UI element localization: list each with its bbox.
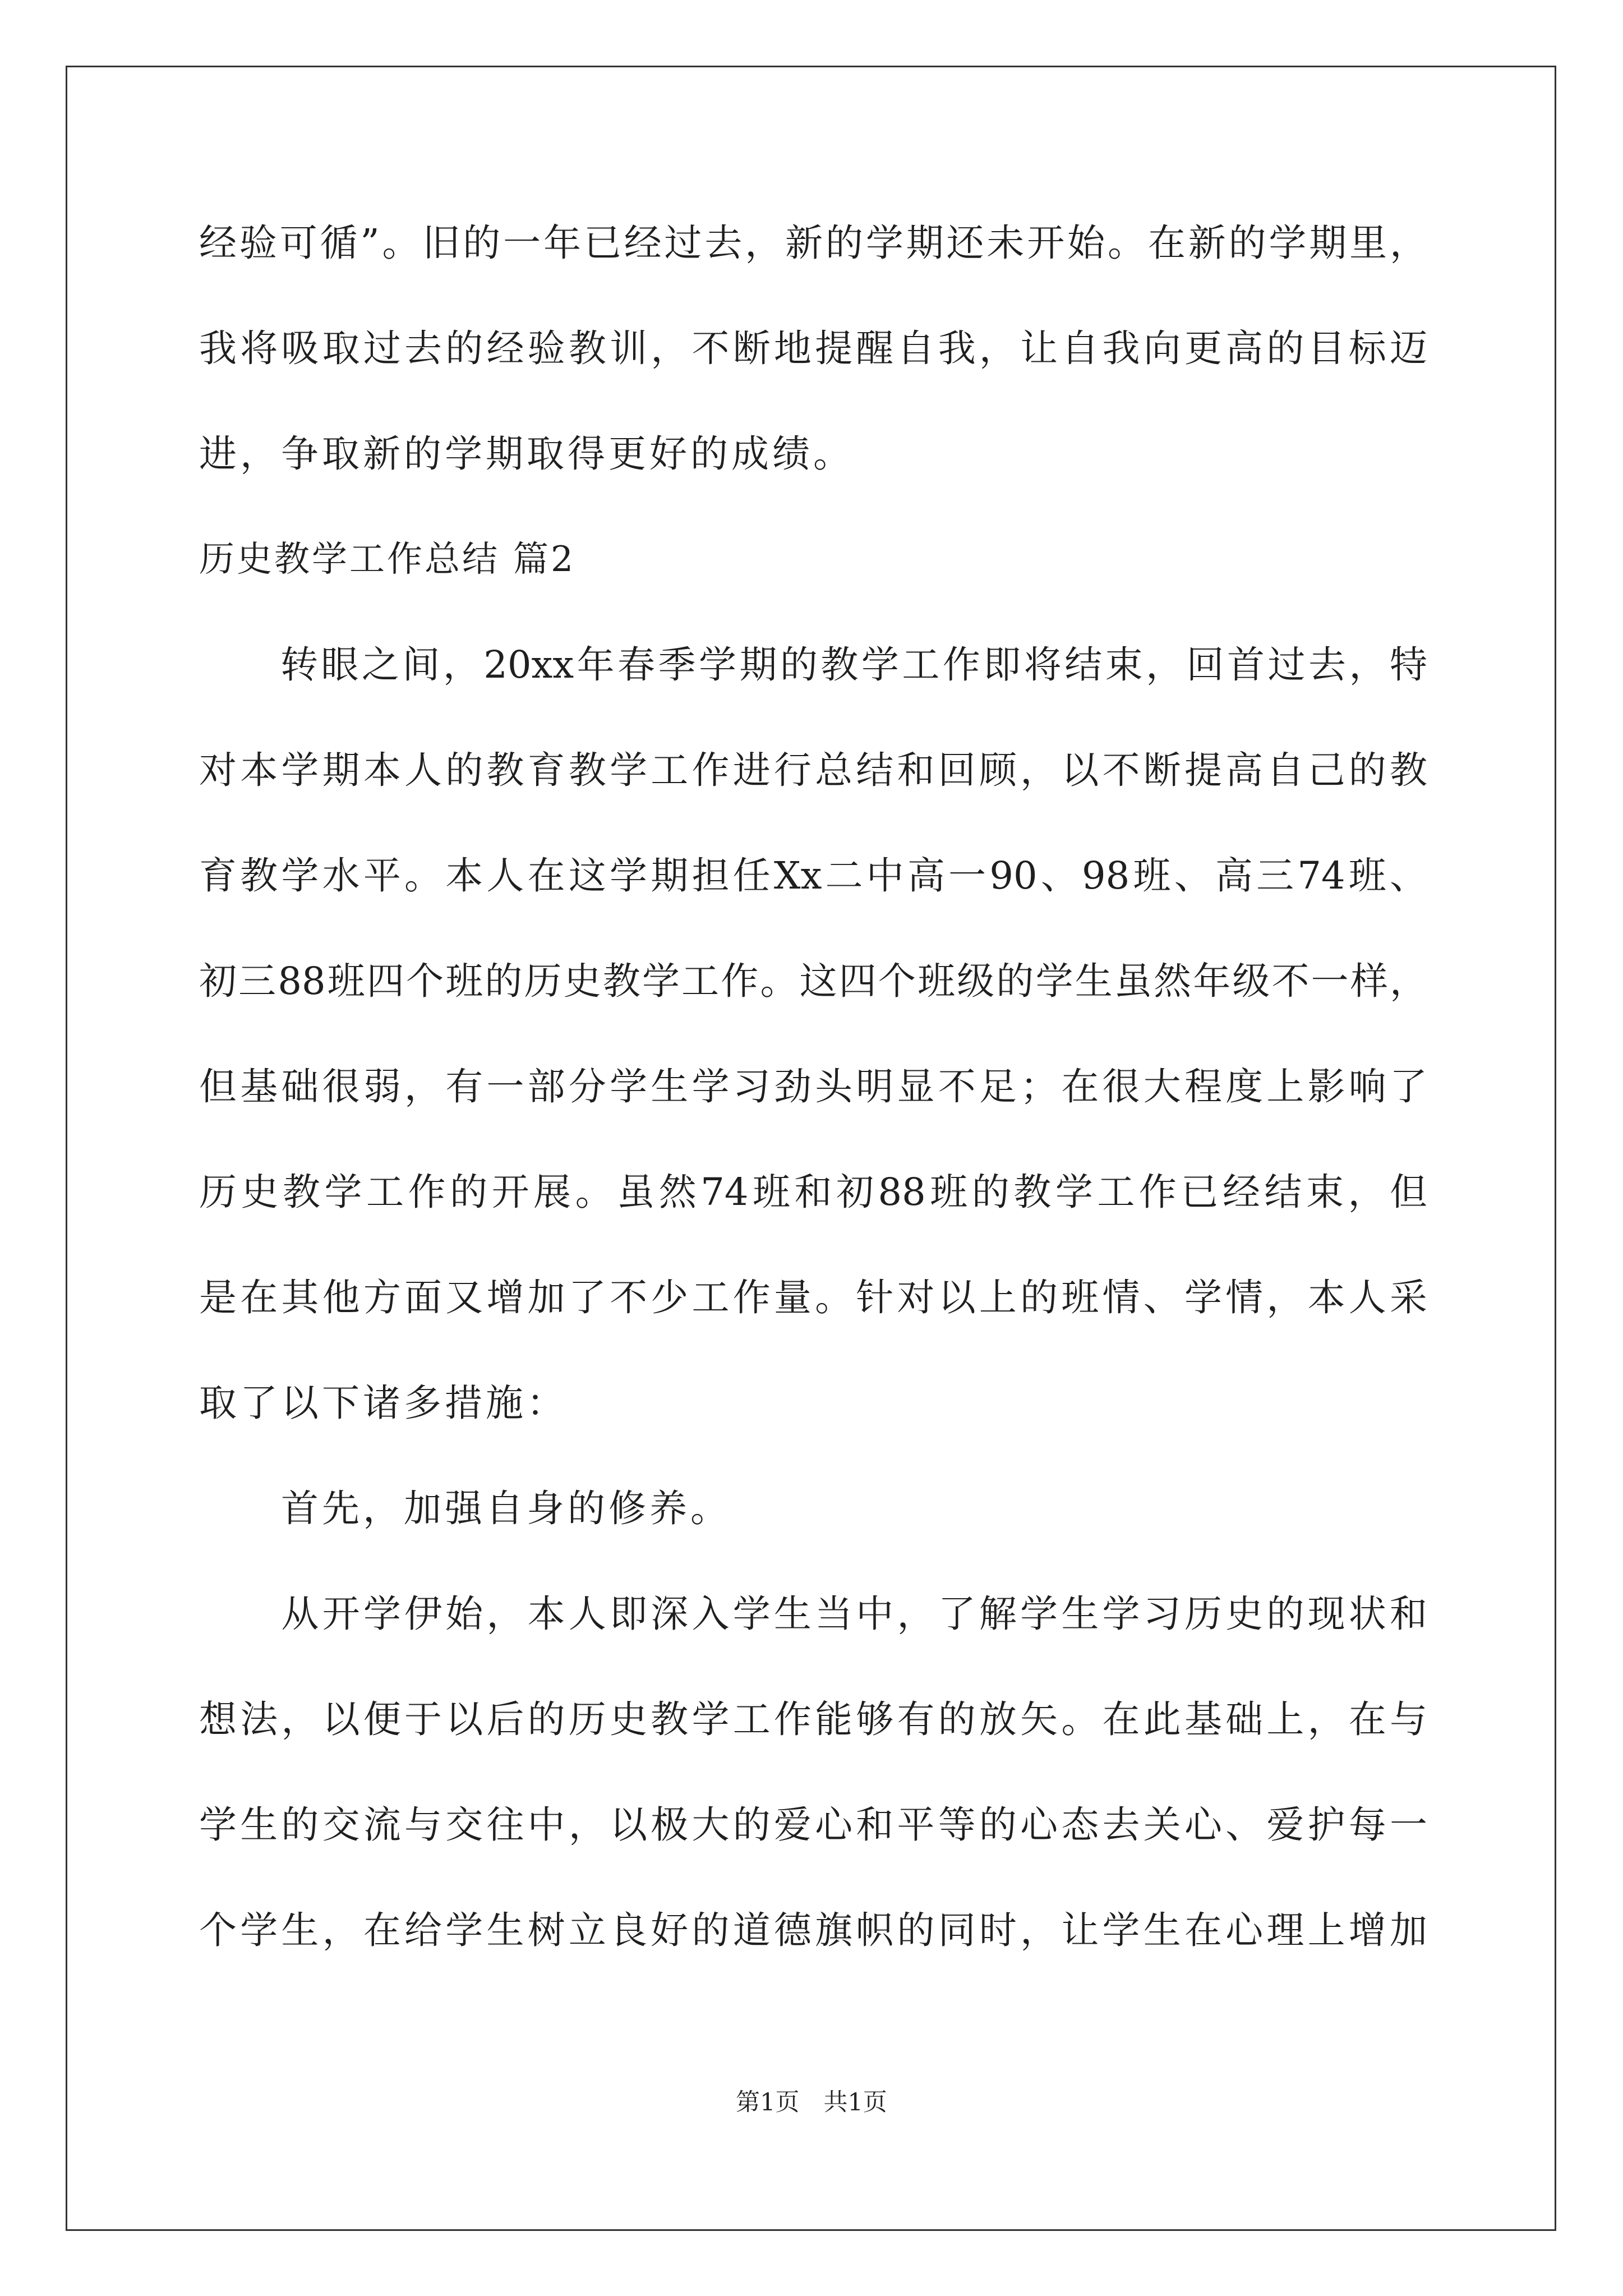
text-line: 对本学期本人的教育教学工作进行总结和回顾，以不断提高自己的教 bbox=[199, 748, 1427, 792]
text-line: 进，争取新的学期取得更好的成绩。 bbox=[199, 432, 854, 476]
text-line: 但基础很弱，有一部分学生学习劲头明显不足；在很大程度上影响了 bbox=[199, 1065, 1427, 1108]
text-line: 是在其他方面又增加了不少工作量。针对以上的班情、学情，本人采 bbox=[199, 1276, 1427, 1319]
text-line: 初三88班四个班的历史教学工作。这四个班级的学生虽然年级不一样， bbox=[199, 959, 1427, 1003]
text-line: 想法，以便于以后的历史教学工作能够有的放矢。在此基础上，在与 bbox=[199, 1697, 1427, 1741]
text-line: 我将吸取过去的经验教训，不断地提醒自我，让自我向更高的目标迈 bbox=[199, 326, 1427, 370]
text-line: 经验可循”。旧的一年已经过去，新的学期还未开始。在新的学期里， bbox=[199, 221, 1427, 265]
text-line: 首先，加强自身的修养。 bbox=[199, 1487, 731, 1530]
text-line: 从开学伊始，本人即深入学生当中，了解学生学习历史的现状和 bbox=[199, 1592, 1427, 1636]
text-line: 历史教学工作的开展。虽然74班和初88班的教学工作已经结束，但 bbox=[199, 1170, 1427, 1214]
text-line: 育教学水平。本人在这学期担任Xx二中高一90、98班、高三74班、 bbox=[199, 854, 1427, 898]
text-line: 个学生，在给学生树立良好的道德旗帜的同时，让学生在心理上增加 bbox=[199, 1908, 1427, 1952]
section-heading: 历史教学工作总结 篇2 bbox=[199, 539, 576, 579]
text-line: 取了以下诸多措施： bbox=[199, 1381, 568, 1425]
text-line: 学生的交流与交往中，以极大的爱心和平等的心态去关心、爱护每一 bbox=[199, 1803, 1427, 1847]
page-footer: 第1页 共1页 bbox=[736, 2088, 887, 2116]
text-line: 转眼之间，20xx年春季学期的教学工作即将结束，回首过去，特 bbox=[199, 643, 1427, 687]
